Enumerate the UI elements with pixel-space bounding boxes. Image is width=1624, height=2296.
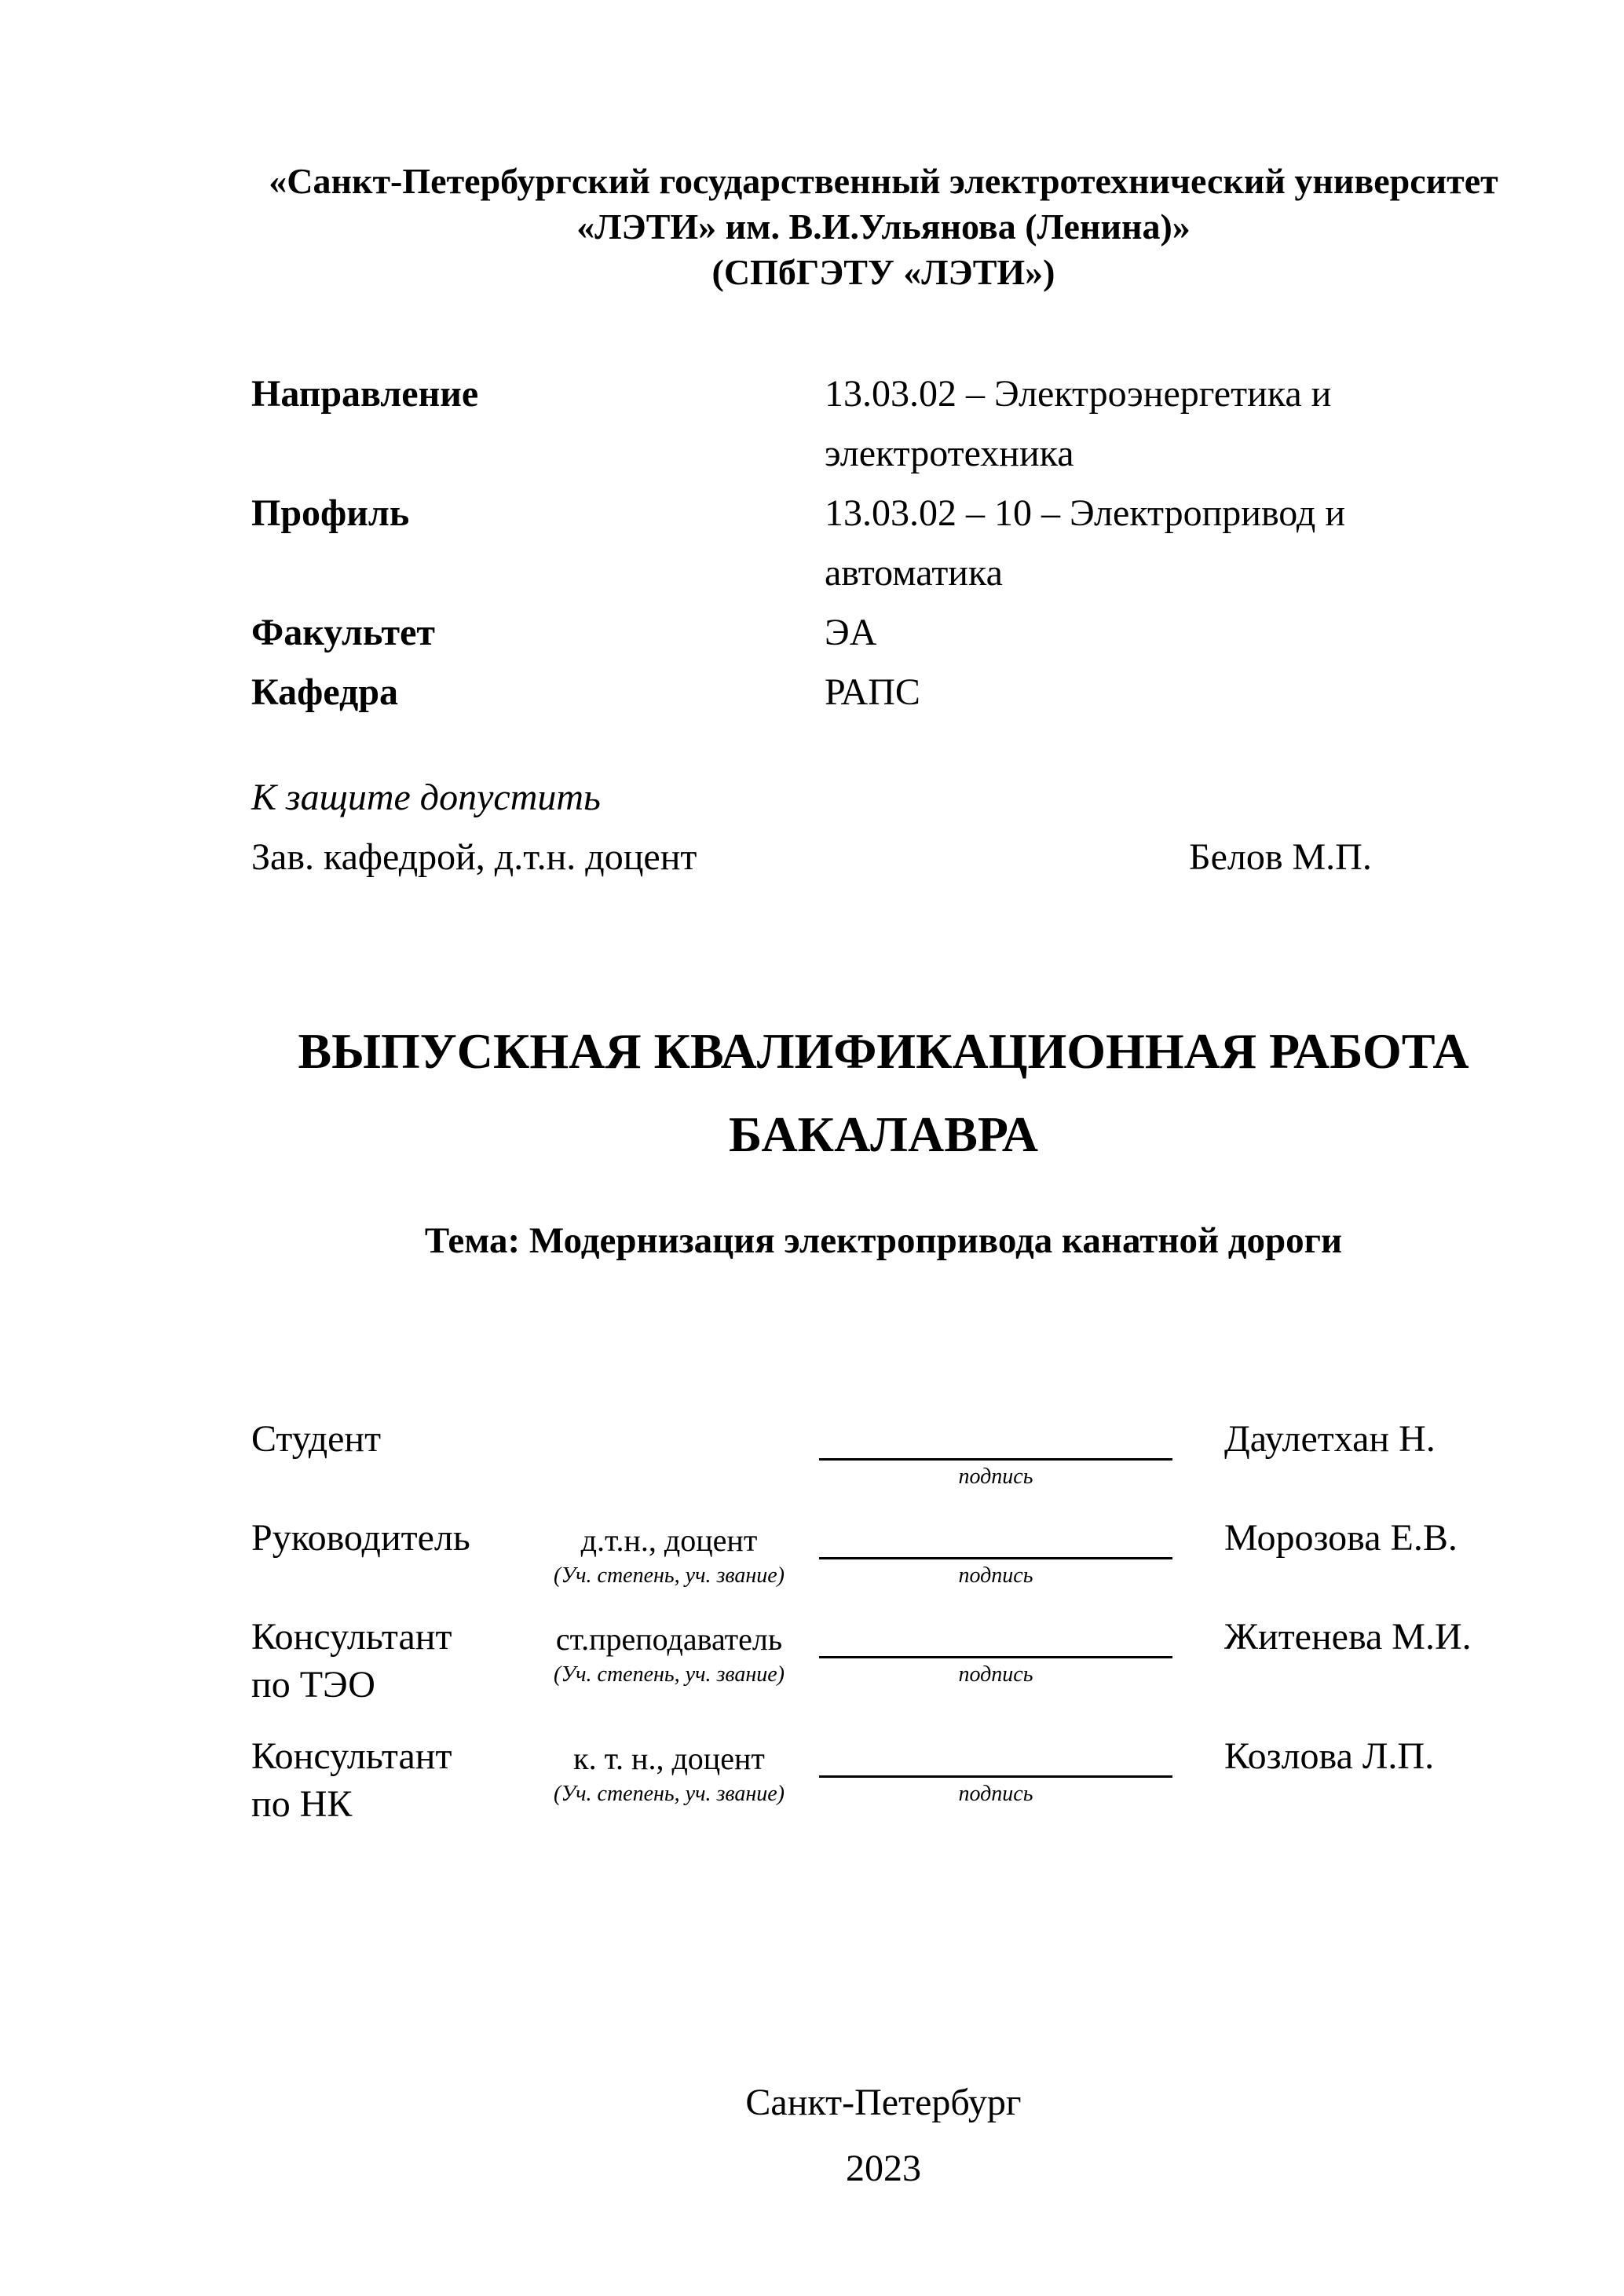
signature-row-student bbox=[251, 1418, 1516, 1490]
main-title-line2: БАКАЛАВРА bbox=[728, 1106, 1039, 1162]
info-value-direction-cont: электротехника bbox=[825, 433, 1074, 474]
university-name-line1: «Санкт-Петербургский государственный электротехнический университет bbox=[269, 161, 1498, 201]
consultant-nk-name: Козлова Л.П. bbox=[1224, 1735, 1435, 1777]
student-signature-line bbox=[819, 1416, 1172, 1461]
main-title bbox=[251, 1010, 1516, 1176]
info-label-blank-1 bbox=[251, 424, 825, 484]
program-info-table bbox=[251, 364, 1516, 722]
student-name-cell bbox=[1213, 1418, 1516, 1490]
supervisor-name: Морозова Е.В. bbox=[1224, 1517, 1458, 1559]
footer-block bbox=[251, 2070, 1516, 2202]
thesis-theme: Тема: Модернизация электропривода канатной дороги bbox=[424, 1220, 1343, 1261]
admission-block bbox=[251, 768, 1516, 887]
consultant-nk-degree-caption: (Уч. степень, уч. звание) bbox=[554, 1782, 785, 1806]
university-name-line2: «ЛЭТИ» им. В.И.Ульянова (Ленина)» bbox=[576, 207, 1191, 247]
info-value-direction: 13.03.02 – Электроэнергетика и bbox=[825, 373, 1332, 415]
student-signature-caption: подпись bbox=[958, 1464, 1033, 1489]
admission-head-position: Зав. кафедрой, д.т.н. доцент bbox=[251, 836, 697, 878]
consultant-nk-role-cell bbox=[251, 1735, 554, 1828]
consultant-nk-role-label2: по НК bbox=[251, 1783, 353, 1825]
main-title-line1: ВЫПУСКНАЯ КВАЛИФИКАЦИОННАЯ РАБОТА bbox=[298, 1023, 1469, 1079]
info-label-blank-2 bbox=[251, 543, 825, 603]
consultant-teo-degree-caption: (Уч. степень, уч. звание) bbox=[554, 1662, 785, 1687]
signature-table bbox=[251, 1418, 1516, 1828]
supervisor-degree-caption: (Уч. степень, уч. звание) bbox=[554, 1563, 785, 1588]
consultant-teo-signature-cell bbox=[813, 1616, 1213, 1709]
student-role-cell bbox=[251, 1418, 554, 1490]
student-signature-cell bbox=[813, 1418, 1213, 1490]
signature-row-consultant-teo bbox=[251, 1616, 1516, 1709]
signature-row-supervisor bbox=[251, 1517, 1516, 1589]
info-value-department: РАПС bbox=[825, 671, 920, 713]
info-value-profile-cont: автоматика bbox=[825, 552, 1003, 594]
supervisor-signature-cell bbox=[813, 1517, 1213, 1589]
supervisor-name-cell bbox=[1213, 1517, 1516, 1589]
consultant-teo-signature-caption: подпись bbox=[958, 1662, 1033, 1687]
admission-head-line bbox=[251, 828, 1516, 887]
consultant-nk-degree-cell bbox=[554, 1735, 813, 1828]
consultant-nk-name-cell bbox=[1213, 1735, 1516, 1828]
consultant-nk-role-label: Консультант bbox=[251, 1735, 452, 1777]
info-value-profile: 13.03.02 – 10 – Электропривод и bbox=[825, 492, 1345, 534]
university-header bbox=[251, 159, 1516, 295]
info-label-profile: Профиль bbox=[251, 492, 410, 534]
consultant-teo-degree-label: ст.преподаватель bbox=[555, 1621, 783, 1657]
consultant-teo-name-cell bbox=[1213, 1616, 1516, 1709]
supervisor-role-label: Руководитель bbox=[251, 1517, 470, 1559]
signature-row-consultant-nk bbox=[251, 1735, 1516, 1828]
consultant-nk-signature-caption: подпись bbox=[958, 1782, 1033, 1806]
info-label-faculty: Факультет bbox=[251, 612, 435, 653]
admission-allow-line: К защите допустить bbox=[251, 777, 601, 818]
consultant-teo-role-label: Консультант bbox=[251, 1616, 452, 1658]
supervisor-degree-cell bbox=[554, 1517, 813, 1589]
info-label-direction: Направление bbox=[251, 373, 479, 415]
supervisor-signature-line bbox=[819, 1515, 1172, 1559]
info-label-department: Кафедра bbox=[251, 671, 399, 713]
student-degree-cell bbox=[554, 1418, 813, 1490]
student-name: Даулетхан Н. bbox=[1224, 1418, 1436, 1460]
info-value-faculty: ЭА bbox=[825, 612, 877, 653]
consultant-nk-degree-label: к. т. н., доцент bbox=[573, 1741, 765, 1776]
supervisor-role-cell bbox=[251, 1517, 554, 1589]
consultant-teo-name: Житенева М.И. bbox=[1224, 1616, 1472, 1658]
footer-city: Санкт-Петербург bbox=[745, 2082, 1022, 2123]
consultant-nk-signature-cell bbox=[813, 1735, 1213, 1828]
university-abbreviation: (СПбГЭТУ «ЛЭТИ») bbox=[711, 252, 1055, 292]
supervisor-signature-caption: подпись bbox=[958, 1563, 1033, 1588]
page-content bbox=[251, 0, 1516, 2202]
supervisor-degree-label: д.т.н., доцент bbox=[580, 1523, 758, 1558]
consultant-teo-role-label2: по ТЭО bbox=[251, 1664, 375, 1706]
consultant-teo-role-cell bbox=[251, 1616, 554, 1709]
admission-head-name: Белов М.П. bbox=[1189, 836, 1372, 878]
footer-year: 2023 bbox=[846, 2148, 921, 2189]
consultant-teo-degree-cell bbox=[554, 1616, 813, 1709]
consultant-teo-signature-line bbox=[819, 1614, 1172, 1658]
consultant-nk-signature-line bbox=[819, 1733, 1172, 1778]
student-role-label: Студент bbox=[251, 1418, 382, 1460]
student-degree-label bbox=[554, 1418, 785, 1461]
